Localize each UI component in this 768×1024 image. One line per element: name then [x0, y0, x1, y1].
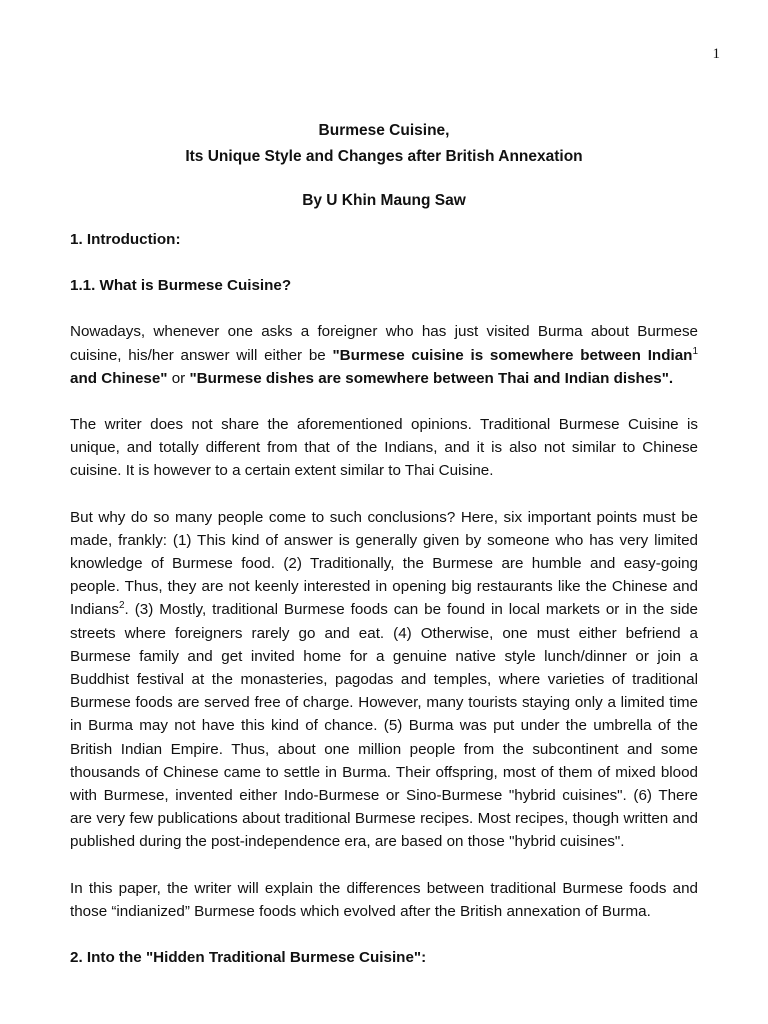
para3-part-1: But why do so many people come to such conclusions? Here, six important points must be made, frankly: (1) This kind of answer is generally given by someone who has very limited knowledge of Burmese food. (2) Traditionally, the Burmese are humble and easy-going people. Thus, they are not keenly interested in opening big restaurants like the Chinese and Indians	[70, 508, 698, 619]
paragraph-4: In this paper, the writer will explain the differences between traditional Burmese foods and those “indianized” Burmese foods which evolved after the British annexation of Burma.	[70, 879, 698, 920]
para1-quote-1a: "Burmese cuisine is somewhere between Indian	[332, 346, 693, 364]
section-2-heading: 2. Into the "Hidden Traditional Burmese Cuisine":	[70, 949, 427, 967]
footnote-ref-1: 1	[692, 345, 698, 357]
author-byline: By U Khin Maung Saw	[302, 192, 466, 209]
para1-or: or	[167, 369, 190, 387]
paragraph-3	[70, 506, 698, 854]
para1-intro: Nowadays, whenever one asks a foreigner who has just visited Burma about Burmese cuisine, his/her answer will either be	[70, 323, 698, 364]
para3-part-2: . (3) Mostly, traditional Burmese foods can be found in local markets or in the side streets where foreigners rarely go and eat. (4) Otherwise, one must either befriend a Burmese family and get invited home for a genuine native style lunch/dinner or join a Buddhist festival at the monasteries, pagodas and temples, where varieties of traditional Burmese foods are served free of charge. However, many tourists staying only a limited time in Burma may not have this kind of chance. (5) Burma was put under the umbrella of the British Indian Empire. Thus, about one million people from the subcontinent and some thousands of Chinese came to settle in Burma. Their offspring, most of them of mixed blood with Burmese, invented either Indo-Burmese or Sino-Burmese "hybrid cuisines". (6) There are very few publications about traditional Burmese recipes. Most recipes, though written and published during the post-independence era, are based on those "hybrid cuisines".	[70, 601, 698, 851]
paragraph-2: The writer does not share the aforementioned opinions. Traditional Burmese Cuisine is unique, and totally different from that of the Indians, and it is also not similar to Chinese cuisine. It is however to a certain extent similar to Thai Cuisine.	[70, 416, 698, 480]
title-line-1: Burmese Cuisine,	[318, 122, 450, 139]
subsection-1-1-heading: 1.1. What is Burmese Cuisine?	[70, 277, 292, 295]
section-1-heading: 1. Introduction:	[70, 231, 181, 248]
document-title	[70, 118, 698, 170]
document-body	[70, 118, 698, 969]
page-number: 1	[712, 46, 720, 62]
title-line-2: Its Unique Style and Changes after British Annexation	[185, 148, 583, 165]
paragraph-1	[70, 320, 698, 390]
para1-quote-1b: and Chinese"	[70, 369, 168, 387]
para1-quote-2: "Burmese dishes are somewhere between Thai and Indian dishes".	[189, 369, 674, 387]
footnote-ref-2: 2	[118, 600, 125, 612]
